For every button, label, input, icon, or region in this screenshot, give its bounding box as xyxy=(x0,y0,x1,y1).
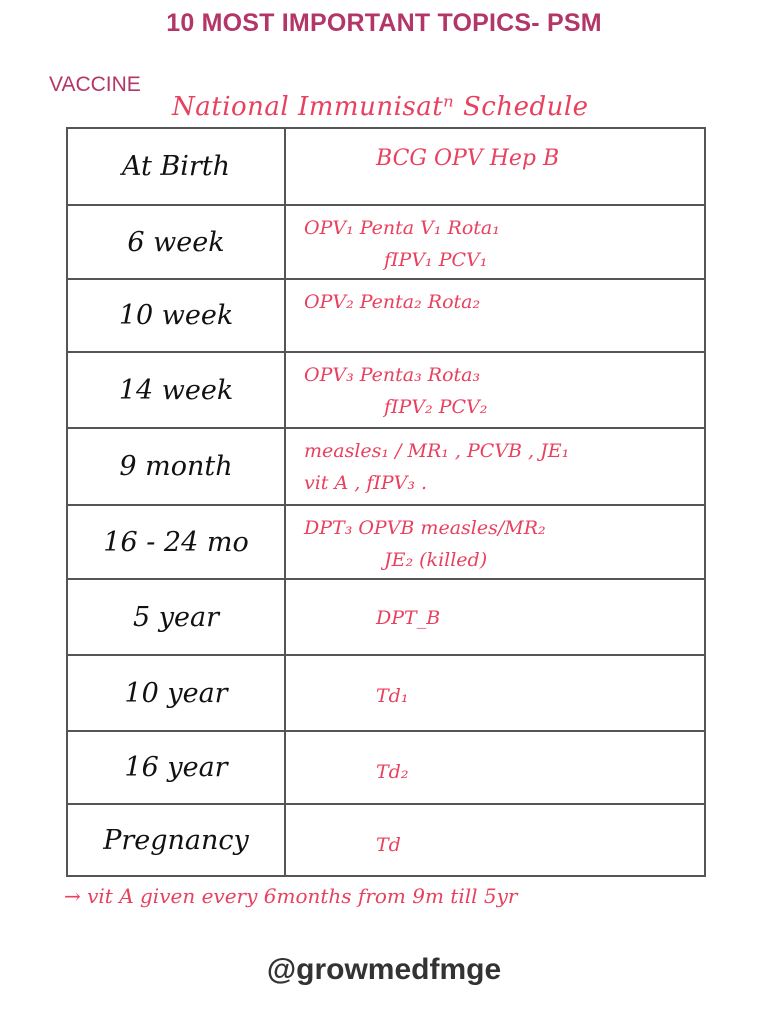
vaccine-line: OPV₃ Penta₃ Rota₃ xyxy=(304,364,481,386)
vaccines-cell xyxy=(286,656,704,730)
schedule-row xyxy=(68,732,704,805)
page-title: 10 MOST IMPORTANT TOPICS- PSM xyxy=(166,9,602,37)
vaccine-line: OPV₂ Penta₂ Rota₂ xyxy=(304,291,481,313)
age-cell: 9 month xyxy=(68,429,286,504)
schedule-row xyxy=(68,506,704,580)
vaccine-line: OPV₁ Penta V₁ Rota₁ xyxy=(304,217,500,239)
schedule-row xyxy=(68,656,704,732)
age-cell: 10 year xyxy=(68,656,286,730)
schedule-row xyxy=(68,429,704,506)
vaccines-cell xyxy=(286,429,704,504)
schedule-row xyxy=(68,805,704,875)
vaccine-line: DPT₃ OPVB measles/MR₂ xyxy=(304,517,546,539)
vaccine-line: Td₂ xyxy=(376,761,409,783)
vaccine-line: measles₁ / MR₁ , PCVB , JE₁ xyxy=(304,440,570,462)
age-cell: Pregnancy xyxy=(68,805,286,875)
age-cell: 16 - 24 mo xyxy=(68,506,286,578)
section-label: VACCINE xyxy=(49,73,141,96)
footnote: → vit A given every 6months from 9m till 5yr xyxy=(64,884,518,908)
age-cell: At Birth xyxy=(68,129,286,204)
vaccine-line: DPT_B xyxy=(376,607,441,629)
vaccines-cell xyxy=(286,580,704,654)
age-cell: 14 week xyxy=(68,353,286,427)
schedule-row xyxy=(68,280,704,353)
schedule-row xyxy=(68,580,704,656)
social-handle: @growmedfmge xyxy=(266,953,502,986)
vaccines-cell xyxy=(286,280,704,351)
age-cell: 6 week xyxy=(68,206,286,278)
schedule-row xyxy=(68,353,704,429)
immunisation-schedule-table xyxy=(66,127,706,877)
age-cell: 16 year xyxy=(68,732,286,803)
vaccine-line: JE₂ (killed) xyxy=(384,549,488,571)
vaccine-line: Td xyxy=(376,834,401,856)
vaccines-cell xyxy=(286,805,704,875)
vaccine-line: BCG OPV Hep B xyxy=(376,146,560,171)
vaccine-line: Td₁ xyxy=(376,685,409,707)
vaccine-line: vit A , fIPV₃ . xyxy=(304,472,428,494)
age-cell: 5 year xyxy=(68,580,286,654)
vaccines-cell xyxy=(286,506,704,578)
vaccines-cell xyxy=(286,206,704,278)
schedule-row xyxy=(68,206,704,280)
schedule-row xyxy=(68,129,704,206)
vaccine-line: fIPV₂ PCV₂ xyxy=(384,396,488,418)
vaccines-cell xyxy=(286,129,704,204)
age-cell: 10 week xyxy=(68,280,286,351)
vaccine-line: fIPV₁ PCV₁ xyxy=(384,249,488,271)
schedule-title: National Immunisatⁿ Schedule xyxy=(172,92,589,122)
vaccines-cell xyxy=(286,353,704,427)
vaccines-cell xyxy=(286,732,704,803)
